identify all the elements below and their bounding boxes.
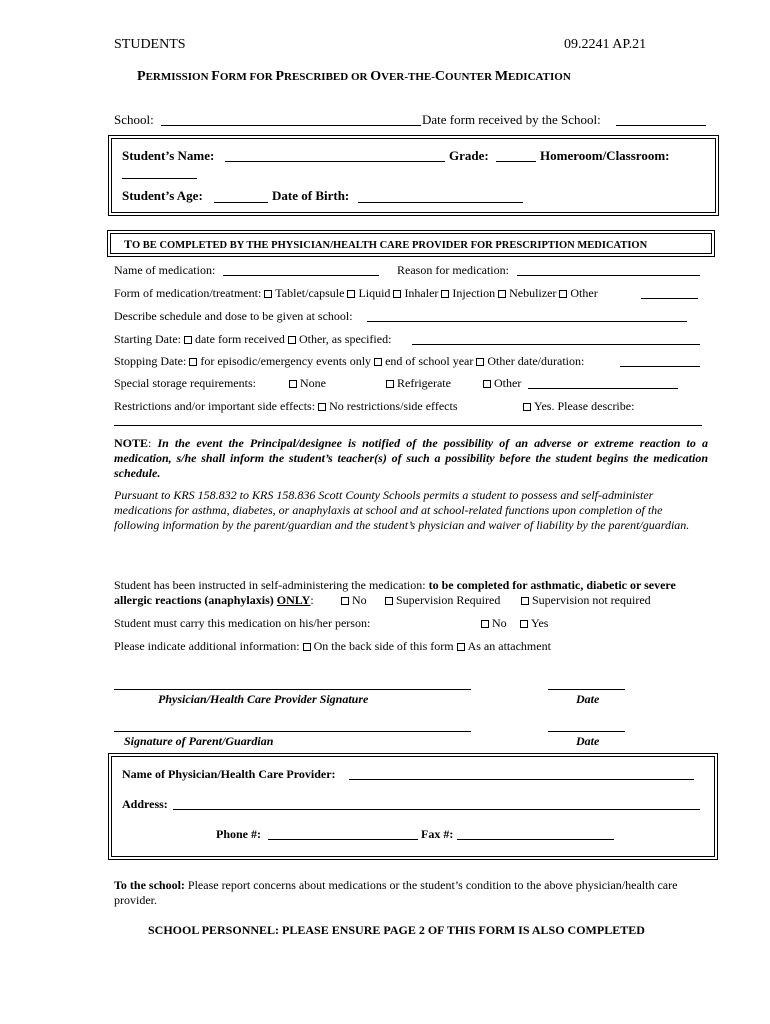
provider-name-label: Name of Physician/Health Care Provider: bbox=[122, 767, 336, 781]
checkbox[interactable] bbox=[441, 290, 449, 298]
checkbox[interactable] bbox=[184, 336, 192, 344]
stop-other-field[interactable] bbox=[620, 366, 700, 367]
school-field[interactable] bbox=[161, 125, 421, 126]
self-admin-no-label: No bbox=[352, 593, 367, 607]
checkbox[interactable] bbox=[289, 380, 297, 388]
physician-section-title: TO BE COMPLETED BY THE PHYSICIAN/HEALTH CARE PROVIDER FOR PRESCRIPTION MEDICATION bbox=[124, 237, 648, 251]
self-admin-line2: allergic reactions (anaphylaxis) ONLY: bbox=[114, 593, 314, 607]
schedule-label: Describe schedule and dose to be given at school: bbox=[114, 309, 353, 323]
checkbox[interactable] bbox=[341, 597, 349, 605]
checkbox[interactable] bbox=[264, 290, 272, 298]
reason-field[interactable] bbox=[517, 275, 700, 276]
checkbox[interactable] bbox=[481, 620, 489, 628]
phone-label: Phone #: bbox=[216, 827, 261, 841]
form-of-med-row: Form of medication/treatment: Tablet/capsule Liquid Inhaler Injection Nebulizer Other bbox=[114, 286, 598, 300]
parent-signature-label: Signature of Parent/Guardian bbox=[124, 734, 274, 748]
physician-date-label: Date bbox=[576, 692, 600, 706]
restrict-yes-label: Yes. Please describe: bbox=[534, 399, 635, 413]
address-label: Address: bbox=[122, 797, 168, 811]
address-field[interactable] bbox=[173, 809, 700, 810]
school-label: School: bbox=[114, 112, 154, 127]
checkbox[interactable] bbox=[523, 403, 531, 411]
checkbox[interactable] bbox=[318, 403, 326, 411]
supervision-required-label: Supervision Required bbox=[396, 593, 501, 607]
date-received-label: Date form received by the School: bbox=[422, 112, 601, 127]
start-other-field[interactable] bbox=[412, 344, 700, 345]
checkbox[interactable] bbox=[303, 643, 311, 651]
checkbox[interactable] bbox=[189, 358, 197, 366]
carry-yes-label: Yes bbox=[531, 616, 549, 630]
storage-none-label: None bbox=[300, 376, 326, 390]
physician-signature-line[interactable] bbox=[114, 689, 471, 690]
checkbox[interactable] bbox=[385, 597, 393, 605]
student-age-field[interactable] bbox=[214, 202, 268, 203]
student-age-label: Student’s Age: bbox=[122, 188, 203, 203]
checkbox[interactable] bbox=[498, 290, 506, 298]
reason-label: Reason for medication: bbox=[397, 263, 509, 277]
physician-signature-label: Physician/Health Care Provider Signature bbox=[158, 692, 369, 706]
stopping-date-row: Stopping Date: for episodic/emergency events only end of school year Other date/duration: bbox=[114, 354, 585, 368]
med-name-label: Name of medication: bbox=[114, 263, 216, 277]
school-personnel-note: SCHOOL PERSONNEL: PLEASE ENSURE PAGE 2 OF THIS FORM IS ALSO COMPLETED bbox=[148, 923, 645, 937]
header-policy-code: 09.2241 AP.21 bbox=[564, 37, 647, 52]
self-admin-line1: Student has been instructed in self-administering the medication: to be completed for asthmatic, diabetic or severe bbox=[114, 578, 676, 592]
student-name-field[interactable] bbox=[225, 161, 445, 162]
checkbox[interactable] bbox=[374, 358, 382, 366]
to-school-paragraph: To the school: Please report concerns about medications or the student’s condition to the above physician/health care provider. bbox=[114, 878, 678, 907]
checkbox[interactable] bbox=[457, 643, 465, 651]
form-of-med-label: Form of medication/treatment: bbox=[114, 286, 262, 300]
grade-field[interactable] bbox=[496, 161, 536, 162]
checkbox[interactable] bbox=[559, 290, 567, 298]
checkbox[interactable] bbox=[393, 290, 401, 298]
form-other-field[interactable] bbox=[641, 298, 698, 299]
date-received-field[interactable] bbox=[616, 125, 706, 126]
phone-field[interactable] bbox=[268, 839, 418, 840]
carry-no-label: No bbox=[492, 616, 507, 630]
storage-other-field[interactable] bbox=[528, 388, 678, 389]
checkbox[interactable] bbox=[476, 358, 484, 366]
supervision-not-required-label: Supervision not required bbox=[532, 593, 651, 607]
note-paragraph: NOTE: In the event the Principal/designee is notified of the possibility of an adverse or extreme reaction to a medication, s/he shall inform the student’s teacher(s) of such a possibility before the student begins the medication schedule. bbox=[114, 436, 708, 480]
provider-name-field[interactable] bbox=[349, 779, 694, 780]
fax-label: Fax #: bbox=[421, 827, 454, 841]
checkbox[interactable] bbox=[288, 336, 296, 344]
parent-date-line[interactable] bbox=[548, 731, 625, 732]
starting-date-row: Starting Date: date form received Other, as specified: bbox=[114, 332, 392, 346]
storage-fridge-label: Refrigerate bbox=[397, 376, 451, 390]
form-title: PERMISSION FORM FOR PRESCRIBED OR OVER-THE-COUNTER MEDICATION bbox=[137, 69, 571, 84]
header-section-label: STUDENTS bbox=[114, 37, 186, 52]
dob-field[interactable] bbox=[358, 202, 523, 203]
restrictions-field[interactable] bbox=[114, 425, 702, 426]
checkbox[interactable] bbox=[521, 597, 529, 605]
med-name-field[interactable] bbox=[223, 275, 379, 276]
dob-label: Date of Birth: bbox=[272, 188, 350, 203]
physician-date-line[interactable] bbox=[548, 689, 625, 690]
carry-label: Student must carry this medication on his/her person: bbox=[114, 616, 371, 630]
additional-info-row: Please indicate additional information: On the back side of this form As an attachment bbox=[114, 639, 551, 653]
schedule-field[interactable] bbox=[367, 321, 687, 322]
checkbox[interactable] bbox=[347, 290, 355, 298]
parent-date-label: Date bbox=[576, 734, 600, 748]
parent-signature-line[interactable] bbox=[114, 731, 471, 732]
grade-label: Grade: bbox=[449, 148, 489, 163]
pursuant-paragraph: Pursuant to KRS 158.832 to KRS 158.836 Scott County Schools permits a student to possess and self-administer medications for asthma, diabetes, or anaphylaxis at school and at school-related functions upon completion of the following information by the parent/guardian and the student’s physician and waiver of liability by the parent/guardian. bbox=[114, 488, 690, 532]
homeroom-field[interactable] bbox=[122, 178, 197, 179]
storage-other-label: Other bbox=[494, 376, 522, 390]
checkbox[interactable] bbox=[520, 620, 528, 628]
homeroom-label: Homeroom/Classroom: bbox=[540, 148, 670, 163]
fax-field[interactable] bbox=[457, 839, 614, 840]
checkbox[interactable] bbox=[483, 380, 491, 388]
checkbox[interactable] bbox=[386, 380, 394, 388]
storage-label: Special storage requirements: bbox=[114, 376, 256, 390]
student-name-label: Student’s Name: bbox=[122, 148, 215, 163]
restrictions-row: Restrictions and/or important side effects: No restrictions/side effects bbox=[114, 399, 458, 413]
